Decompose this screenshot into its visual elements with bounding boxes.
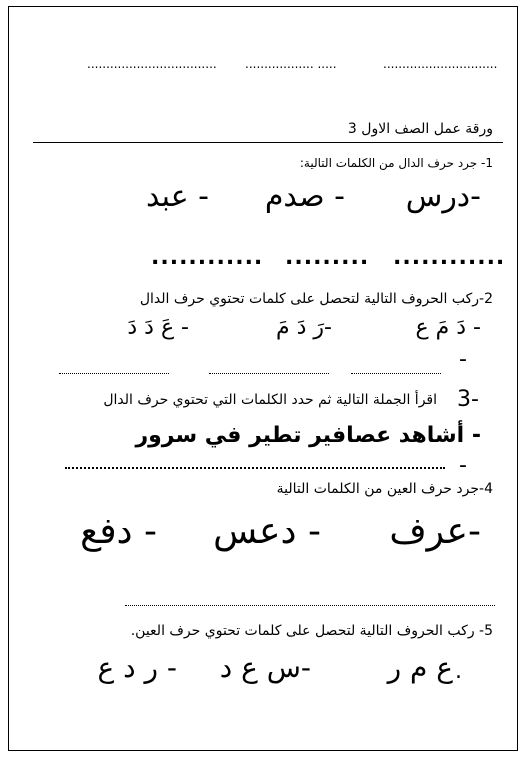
q3-dash: -	[459, 453, 467, 478]
q4-word-2: - دعس	[213, 511, 321, 552]
q3-label: اقرأ الجملة التالية ثم حدد الكلمات التي تحتوي حرف الدال	[103, 392, 437, 408]
q1-word-2: - صدم	[264, 179, 345, 214]
q2-group-1: - دَ مَ ع	[415, 315, 481, 340]
q1-word-1: -درس	[405, 179, 481, 214]
q2-group-2: -رَ دَ مَ	[276, 315, 332, 340]
q4-word-1: -عرف	[389, 511, 481, 552]
q1-label: 1- جرد حرف الدال من الكلمات التالية:	[299, 156, 493, 170]
header-blank-2: .................. .....	[245, 57, 337, 71]
q1-answer-blank-1: ............	[393, 245, 506, 270]
q5-label: 5- ركب الحروف التالية لتحصل على كلمات تحتوي حرف العين.	[130, 623, 493, 639]
q2-dash: -	[459, 347, 467, 372]
q2-group-3: - عَ دَ دَ	[127, 315, 189, 340]
q3-sentence: - أشاهد عصافير تطير في سرور	[135, 423, 481, 448]
q2-answer-line-3	[59, 373, 169, 374]
q1-answer-blank-3: ............	[151, 245, 264, 270]
q2-label: 2-ركب الحروف التالية لتحصل على كلمات تحتوي حرف الدال	[139, 291, 493, 307]
worksheet-page	[8, 6, 518, 751]
q1-answer-blank-2: .........	[285, 245, 370, 270]
q5-dot: .	[455, 659, 462, 684]
q4-answer-line	[125, 605, 495, 606]
q5-group-1: ع م ر	[387, 651, 453, 684]
q1-word-3: - عبد	[145, 179, 209, 214]
page-title: ورقة عمل الصف الاول 3	[347, 121, 493, 137]
header-blank-1: ..................................	[87, 57, 217, 71]
header-blank-3: ..............................	[383, 57, 498, 71]
q2-answer-line-1	[351, 373, 441, 374]
q5-group-3: - ر د ع	[97, 651, 177, 684]
q4-word-3: - دفع	[80, 511, 157, 552]
q3-number: 3-	[457, 387, 479, 412]
q3-answer-line	[65, 467, 445, 469]
q5-group-2: -س ع د	[219, 651, 311, 684]
title-divider	[33, 142, 503, 143]
q2-answer-line-2	[209, 373, 329, 374]
q4-label: 4-جرد حرف العين من الكلمات التالية	[276, 481, 493, 497]
